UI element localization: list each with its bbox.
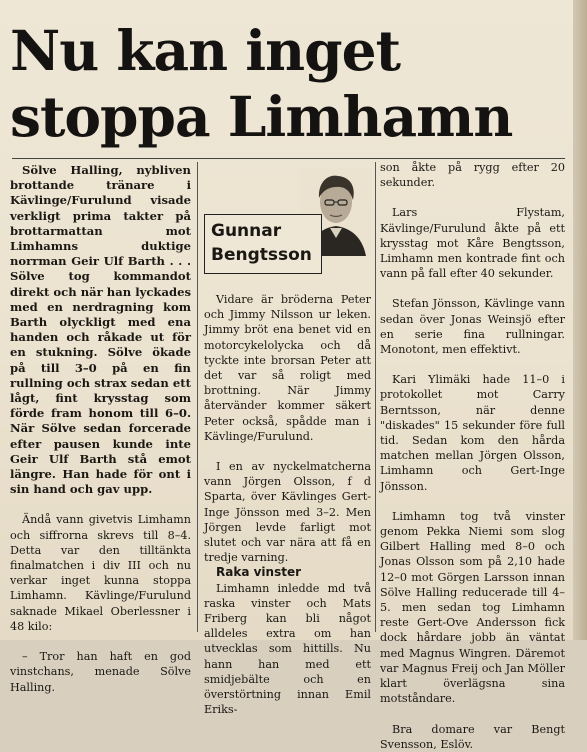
paragraph: Vidare är bröderna Peter och Jimmy Nilsson ur leken. Jimmy bröt ena benet vid en motorcykelolycka och då tyckte inte brorsan Peter att det var så roligt med brottning. När Jimmy återvänder kommer säkert Peter också, spådde man i Kävlinge/Furulund.: [204, 293, 371, 443]
headline: [10, 18, 570, 150]
paragraph: son åkte på rygg efter 20 sekunder.: [380, 161, 565, 190]
byline-first-name: Gunnar: [211, 221, 282, 241]
column-2: [204, 292, 371, 717]
headline-line-1: Nu kan inget: [10, 18, 401, 83]
paragraph: Stefan Jönsson, Kävlinge vann sedan över Jonas Weinsjö efter en serie fina rullningar. Monotont, men effektivt.: [380, 297, 565, 357]
paragraph: Limhamn tog två vinster genom Pekka Niemi som slog Gilbert Halling med 8–0 och Jonas Olsson som på 2,10 hade 12–0 mot Görgen Larsson innan Sölve Halling reducerade till 4–5. men sedan tog Limhamn reste Gert-Ove Andersson fick dock hårdare jobb än väntat med Magnus Wingren. Däremot var Magnus Freij och Jan Möller klart överlägsna sina motståndare.: [380, 509, 565, 706]
byline-name-box: [204, 214, 322, 274]
column-3: [380, 160, 565, 752]
lead-paragraph: Sölve Halling, nybliven brottande tränare i Kävlinge/Furulund visade verkligt prima takter på brottarmattan mot Limhamns duktige norrman Geir Ulf Barth . . . Sölve tog kommandot direkt och när han lyckades med en nerdragning kom Barth olyckligt med ena handen och råkade ut för en stukning. Sölve ökade på till 3–0 på en fin rullning och strax sedan ett lågt, fint krysstag som förde fram honom till 6–0. När Sölve sedan forcerade efter pausen kunde inte Geir Ulf Barth stå emot längre. Han hade för ont i sin hand och gav upp.: [10, 163, 191, 497]
column-rule: [375, 162, 376, 632]
headline-rule: [12, 158, 565, 159]
paragraph: Limhamn inledde md två raska vinster och Mats Friberg kan bli något alldeles extra om han utvecklas som hittills. Nu hann han med ett smidjebälte och en överstörtning innan Emil Eriks-: [204, 581, 371, 717]
paper-edge: [573, 0, 587, 640]
paragraph: – Tror han haft en god vinstchans, menade Sölve Halling.: [10, 650, 191, 694]
column-rule: [197, 162, 198, 632]
paragraph: I en av nyckelmatcherna vann Jörgen Olsson, f d Sparta, över Kävlinges Gert-Inge Jönsson med 3–2. Men Jörgen levde farligt mot slutet och var nära att få en tredje varning.: [204, 460, 371, 565]
paragraph: Lars Flystam, Kävlinge/Furulund åkte på ett krysstag mot Kåre Bengtsson, Limhamn men kontrade fint och vann på fall efter 40 sekunder.: [380, 206, 565, 281]
paragraph: Ändå vann givetvis Limhamn och siffrorna skrevs till 8–4. Detta var den tilltänkta finalmatchen i div III och nu verkar inget kunna stoppa Limhamn. Kävlinge/Furulund saknade Mikael Oberlessner i 48 kilo:: [10, 513, 191, 633]
byline-last-name: Bengtsson: [211, 245, 312, 265]
paragraph: Kari Ylimäki hade 11–0 i protokollet mot Carry Berntsson, när denne "diskades" 15 sekunder före full tid. Sedan kom den hårda matchen mellan Jörgen Olsson, Limhamn och Gert-Inge Jönsson.: [380, 373, 565, 493]
column-1: [10, 163, 191, 695]
headline-line-2: stoppa Limhamn: [10, 84, 513, 149]
subheading: Raka vinster: [216, 565, 302, 580]
byline: [204, 168, 374, 288]
paragraph: Bra domare var Bengt Svensson, Eslöv.: [380, 722, 565, 751]
